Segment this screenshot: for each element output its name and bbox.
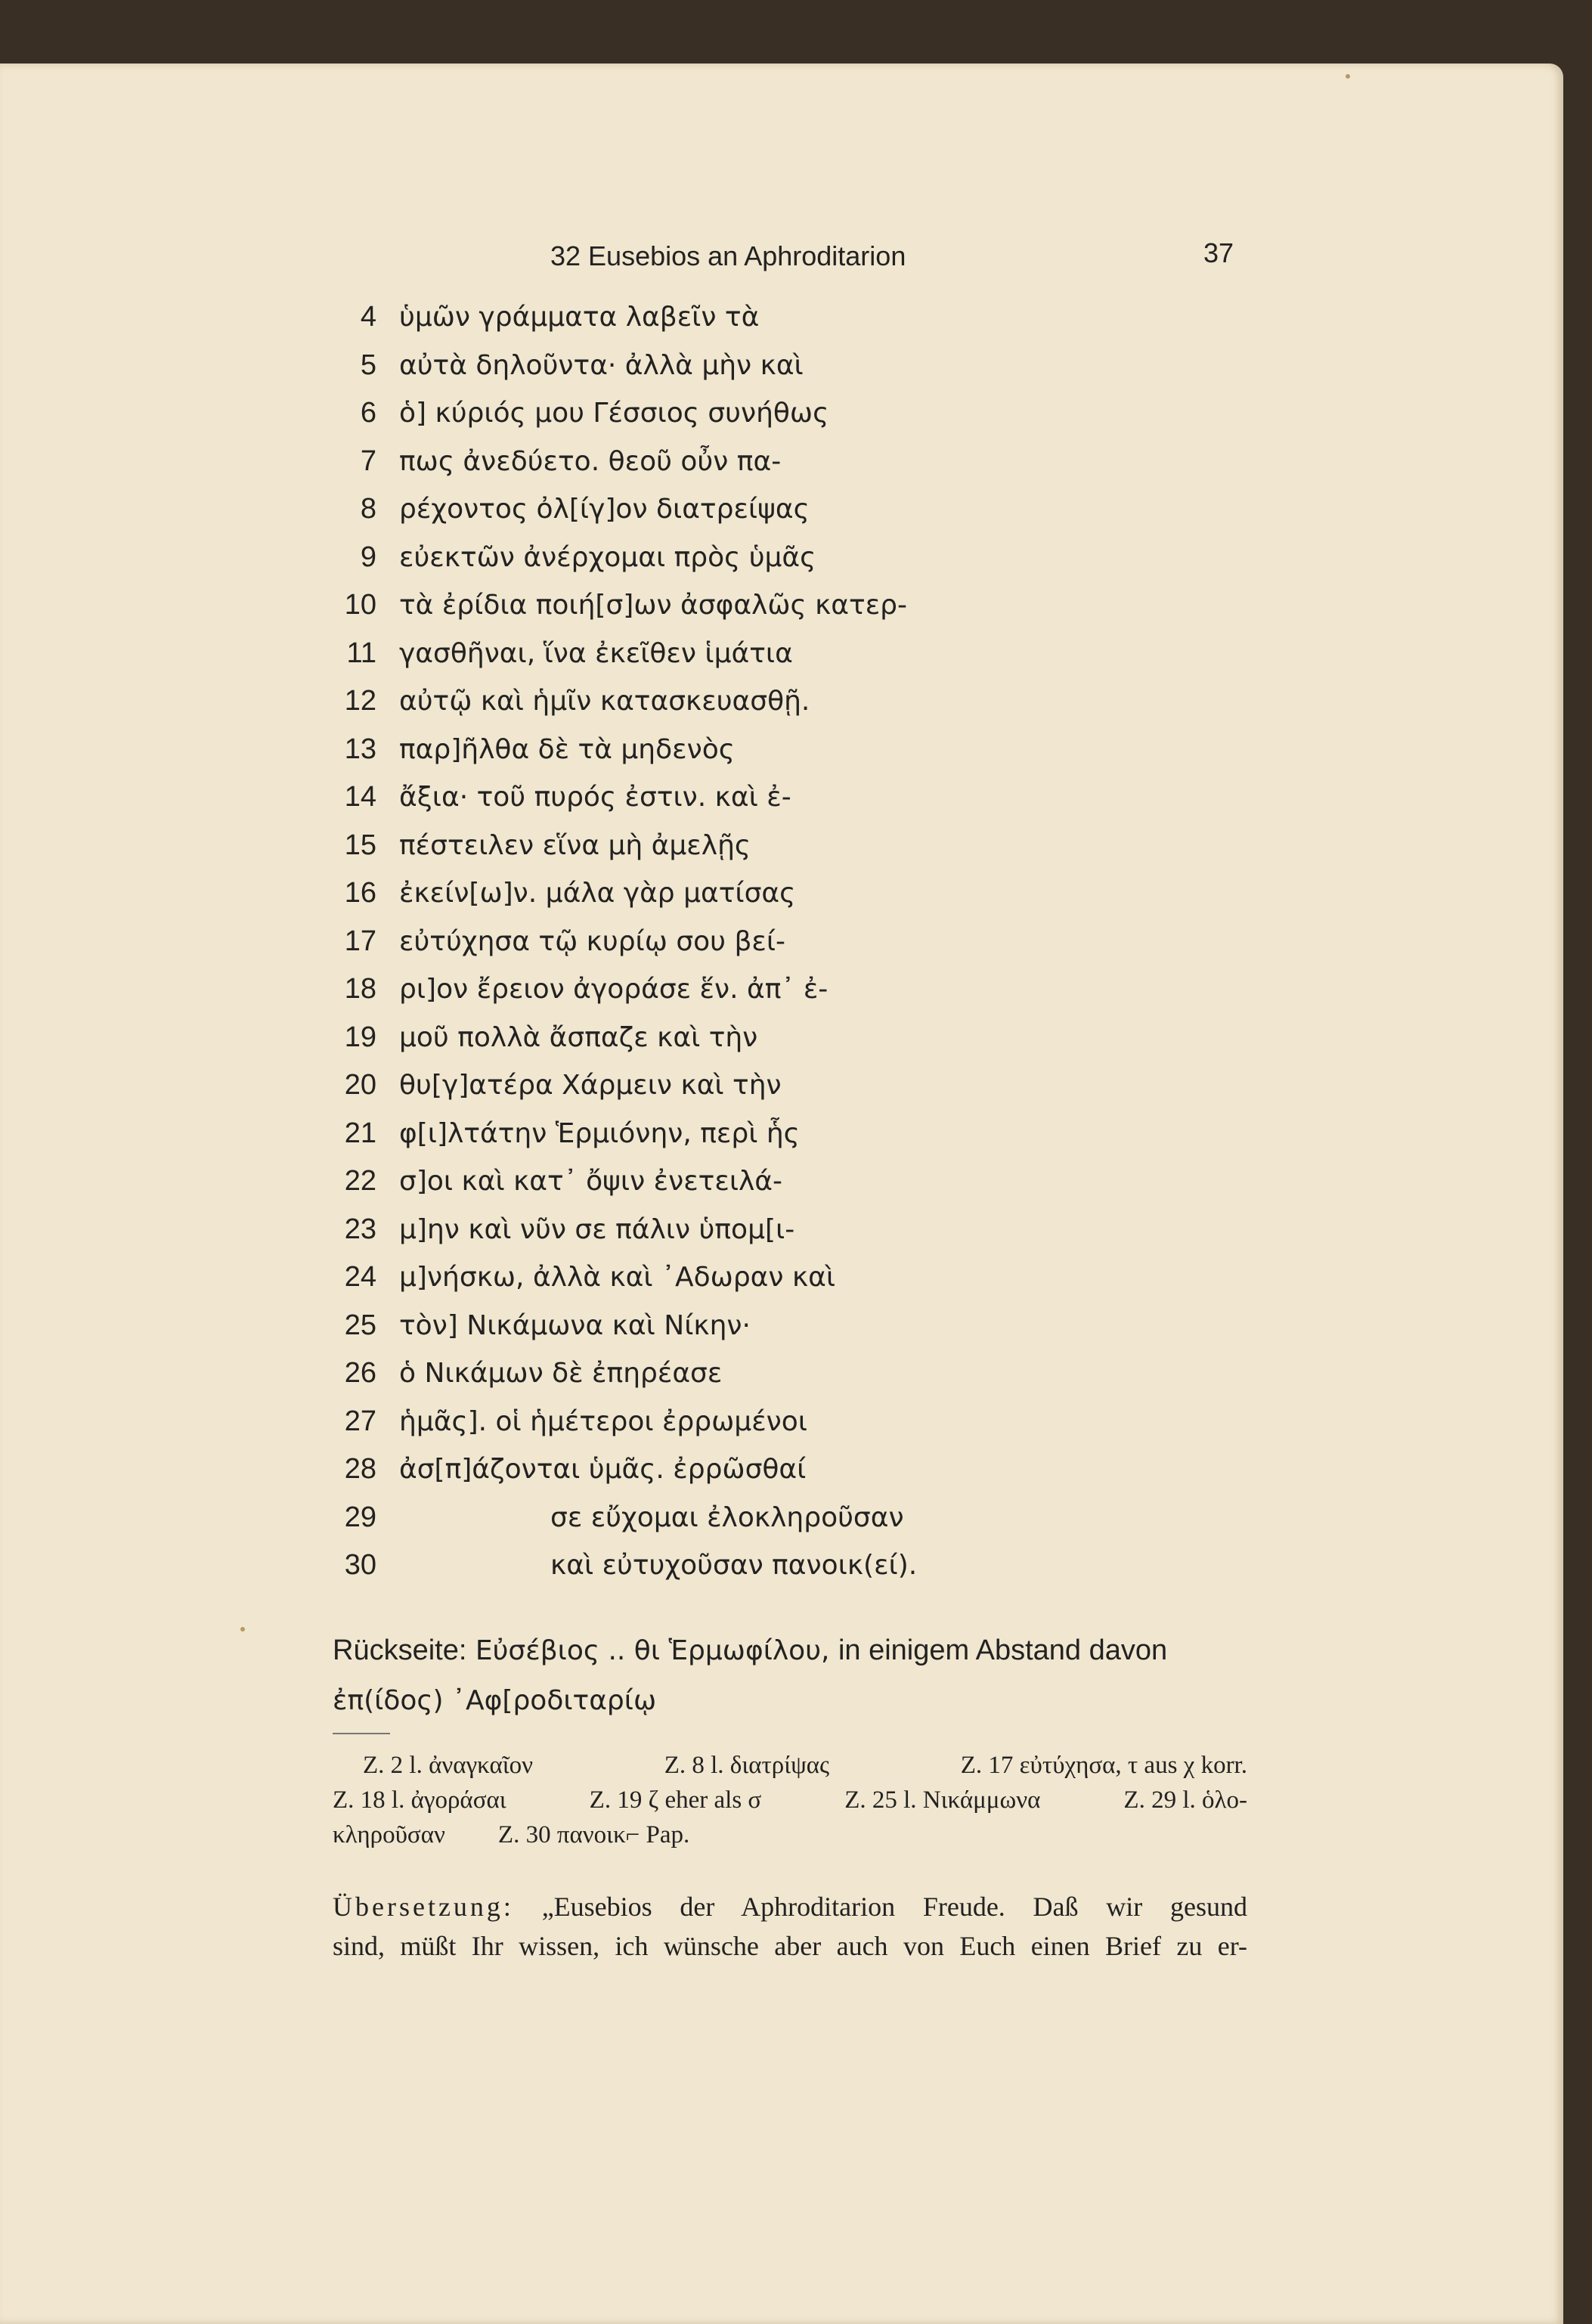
text-line	[0, 1405, 807, 1451]
reverse-side-note	[333, 1625, 1240, 1726]
line-text: σε εὔχομαι ἐλοκληροῦσαν	[550, 1501, 904, 1533]
line-number: 16	[344, 877, 376, 909]
note: Z. 19 ζ eher als σ	[589, 1786, 762, 1814]
text-line	[0, 1117, 800, 1163]
text-line	[0, 541, 816, 587]
line-number: 11	[346, 637, 376, 669]
note: Z. 2 l. ἀναγκαῖον	[363, 1752, 534, 1779]
note: Z. 8 l. διατρίψας	[664, 1752, 830, 1779]
text-line	[0, 973, 828, 1018]
text-line	[0, 589, 907, 634]
text-line	[0, 1501, 904, 1547]
line-number: 21	[344, 1117, 376, 1149]
translation	[333, 1887, 1247, 1966]
translation-text-2: sind, müßt Ihr wissen, ich wünsche aber auch von Euch einen Brief zu er-	[333, 1931, 1247, 1961]
line-text: τὰ ἐρίδια ποιή[σ]ων ἀσφαλῶς κατερ-	[399, 590, 907, 621]
line-number: 8	[360, 493, 376, 525]
line-number: 14	[344, 781, 376, 813]
line-text: ρι]ον ἔρειον ἀγοράσε ἕν. ἀπ᾽ ἐ-	[399, 974, 829, 1005]
note: Z. 30 πανοικ⌐ Pap.	[497, 1821, 690, 1848]
line-text: ρέχοντος ὀλ[ίγ]ον διατρείψας	[399, 494, 810, 525]
translation-text-1: „Eusebios der Aphroditarion Freude. Daß wir gesund	[541, 1892, 1248, 1922]
line-number: 13	[344, 733, 376, 765]
apparatus-row	[333, 1748, 1247, 1783]
text-line	[0, 733, 735, 779]
line-number: 27	[344, 1405, 376, 1437]
line-number: 28	[344, 1453, 376, 1485]
line-text: τὸν] Νικάμωνα καὶ Νίκην·	[399, 1309, 751, 1341]
text-line	[0, 829, 751, 875]
line-number: 20	[344, 1069, 376, 1101]
line-text: εὐεκτῶν ἀνέρχομαι πρὸς ὑμᾶς	[399, 541, 816, 573]
line-number: 22	[344, 1165, 376, 1197]
line-text: ἀσ[π]άζονται ὑμᾶς. ἐρρῶσθαί	[399, 1454, 807, 1485]
line-text: παρ]ῆλθα δὲ τὰ μηδενὸς	[399, 733, 735, 765]
line-text: ὁ] κύριός μου Γέσσιος συνήθως	[399, 398, 829, 429]
line-text: ἡμᾶς]. οἱ ἡμέτεροι ἐρρωμένοι	[399, 1405, 807, 1437]
apparatus	[333, 1748, 1247, 1852]
line-text: ὁ Νικάμων δὲ ἐπηρέασε	[399, 1358, 723, 1389]
text-line	[0, 397, 829, 442]
line-number: 12	[344, 685, 376, 717]
reverse-address-line2: ἐπ(ίδος) ᾽Αφ[ροδιταρίῳ	[333, 1685, 657, 1716]
reverse-label: Rückseite:	[333, 1635, 467, 1666]
line-text: ἄξια· τοῦ πυρός ἐστιν. καὶ ἐ-	[399, 782, 791, 813]
text-line	[0, 781, 791, 826]
line-text: θυ[γ]ατέρα Χάρμειν καὶ τὴν	[399, 1070, 782, 1101]
note: Z. 25 l. Νικάμμωνα	[844, 1786, 1041, 1814]
line-text: αὐτὰ δηλοῦντα· ἀλλὰ μὴν καὶ	[399, 349, 804, 381]
text-line	[0, 637, 793, 683]
apparatus-row	[333, 1783, 1247, 1817]
text-line	[0, 493, 810, 538]
line-text: καὶ εὐτυχοῦσαν πανοικ(εί).	[550, 1550, 918, 1581]
page-number: 37	[1203, 237, 1234, 268]
line-text: πως ἀνεδύετο. θεοῦ οὖν πα-	[399, 445, 782, 477]
line-number: 23	[344, 1213, 376, 1245]
note: Z. 29 l. ὁλο-	[1123, 1786, 1247, 1814]
note: κληροῦσαν	[333, 1821, 445, 1848]
line-number: 18	[344, 973, 376, 1005]
footnote-rule	[333, 1733, 390, 1734]
line-number: 17	[344, 925, 376, 957]
line-number: 6	[360, 397, 376, 429]
line-number: 24	[344, 1261, 376, 1293]
running-header: 32 Eusebios an Aphroditarion	[550, 240, 906, 271]
line-number: 4	[360, 301, 376, 333]
note: Z. 17 εὐτύχησα, τ aus χ korr.	[960, 1752, 1247, 1779]
reverse-address: Εὐσέβιος .. θι Ἑρμωφίλου,	[475, 1635, 830, 1666]
line-number: 30	[344, 1549, 376, 1581]
paper-speck	[1346, 74, 1350, 79]
text-line	[0, 1453, 806, 1498]
line-number: 15	[344, 829, 376, 861]
text-line	[0, 1549, 917, 1594]
text-line	[0, 1261, 835, 1306]
line-text: πέστειλεν εἵνα μὴ ἀμελῇς	[399, 829, 751, 861]
text-line	[0, 1165, 782, 1210]
line-text: εὐτύχησα τῷ κυρίῳ σου βεί-	[399, 925, 786, 957]
translation-label: Übersetzung:	[333, 1892, 514, 1922]
text-line	[0, 877, 795, 922]
line-text: σ]οι καὶ κατ᾽ ὄψιν ἐνετειλά-	[399, 1166, 783, 1197]
apparatus-row	[333, 1817, 1247, 1852]
line-number: 7	[360, 445, 376, 477]
line-text: μ]ην καὶ νῦν σε πάλιν ὑπομ[ι-	[399, 1213, 795, 1245]
text-line	[0, 1309, 751, 1355]
line-number: 25	[344, 1309, 376, 1341]
text-line	[0, 1213, 794, 1259]
line-text: μ]νήσκω, ἀλλὰ καὶ ᾽Αδωραν καὶ	[399, 1262, 836, 1293]
line-number: 5	[360, 349, 376, 381]
line-text: ἐκείν[ω]ν. μάλα γὰρ ματίσας	[399, 878, 796, 909]
paper-speck	[240, 1627, 245, 1631]
text-line	[0, 445, 781, 491]
text-line	[0, 349, 804, 395]
line-text: γασθῆναι, ἵνα ἐκεῖθεν ἱμάτια	[399, 637, 793, 669]
line-number: 19	[344, 1021, 376, 1053]
line-text: φ[ι]λτάτην Ἑρμιόνην, περὶ ἧς	[399, 1117, 800, 1149]
line-number: 10	[344, 589, 376, 621]
line-number: 29	[344, 1501, 376, 1533]
text-line	[0, 1021, 757, 1067]
reverse-suffix: in einigem Abstand davon	[838, 1635, 1168, 1666]
line-number: 26	[344, 1357, 376, 1389]
text-line	[0, 1357, 722, 1402]
text-line	[0, 1069, 782, 1114]
note: Z. 18 l. ἀγοράσαι	[333, 1786, 506, 1814]
line-text: ὑμῶν γράμματα λαβεῖν τὰ	[399, 302, 760, 333]
text-line	[0, 925, 785, 971]
text-line	[0, 685, 810, 730]
line-number: 9	[360, 541, 376, 573]
text-line	[0, 301, 759, 346]
line-text: αὐτῷ καὶ ἡμῖν κατασκευασθῇ.	[399, 686, 810, 717]
line-text: μοῦ πολλὰ ἄσπαζε καὶ τὴν	[399, 1021, 758, 1053]
